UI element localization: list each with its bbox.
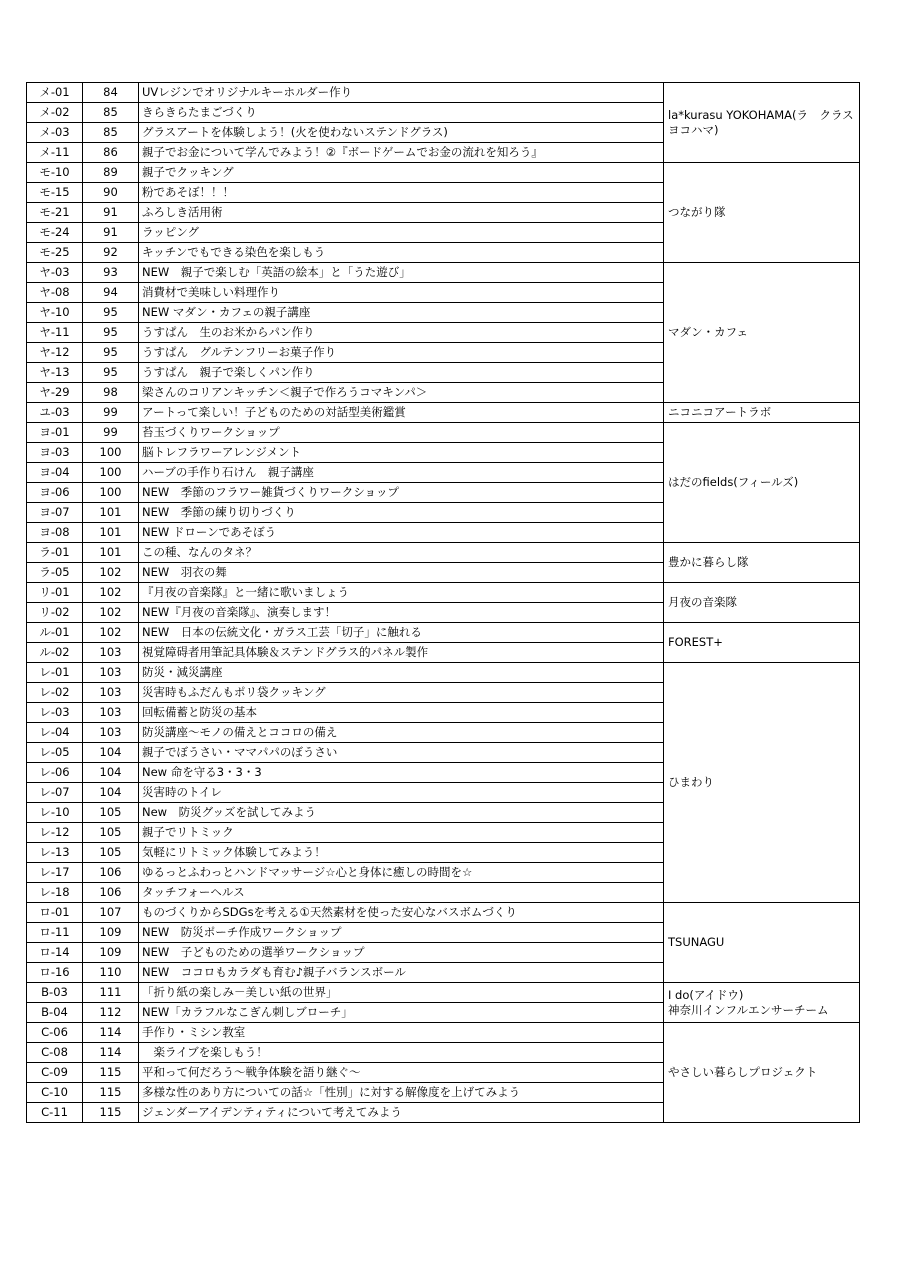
program-table-body <box>27 83 866 1123</box>
organizer-cell: ニコニコアートラボ <box>664 403 860 423</box>
page-number-cell: 102 <box>83 623 139 643</box>
program-title-cell: NEW 日本の伝統文化・ガラス工芸「切子」に触れる <box>139 623 664 643</box>
program-code-cell: リ-01 <box>27 583 83 603</box>
program-code-cell: モ-24 <box>27 223 83 243</box>
organizer-cell: はだのfields(フィールズ) <box>664 423 860 543</box>
organizer-cell: FOREST+ <box>664 623 860 663</box>
program-code-cell: メ-03 <box>27 123 83 143</box>
program-title-cell: New 命を守る3・3・3 <box>139 763 664 783</box>
program-code-cell: C-06 <box>27 1023 83 1043</box>
program-code-cell: メ-01 <box>27 83 83 103</box>
program-code-cell: ヨ-03 <box>27 443 83 463</box>
organizer-cell: つながり隊 <box>664 163 860 263</box>
program-code-cell: ヨ-06 <box>27 483 83 503</box>
program-title-cell: うすぱん 生のお米からパン作り <box>139 323 664 343</box>
page-number-cell: 101 <box>83 503 139 523</box>
program-title-cell: 脳トレフラワーアレンジメント <box>139 443 664 463</box>
program-title-cell: うすぱん 親子で楽しくパン作り <box>139 363 664 383</box>
page-number-cell: 100 <box>83 483 139 503</box>
table-row <box>27 903 860 923</box>
table-row <box>27 403 860 423</box>
page-number-cell: 102 <box>83 583 139 603</box>
program-title-cell: 苔玉づくりワークショップ <box>139 423 664 443</box>
program-title-cell: 視覚障碍者用筆記具体験＆ステンドグラス的パネル製作 <box>139 643 664 663</box>
program-code-cell: レ-04 <box>27 723 83 743</box>
program-title-cell: 親子でリトミック <box>139 823 664 843</box>
program-title-cell: NEW ココロもカラダも育む♪親子バランスボール <box>139 963 664 983</box>
page-number-cell: 94 <box>83 283 139 303</box>
program-title-cell: NEW「カラフルなこぎん刺しブローチ」 <box>139 1003 664 1023</box>
page-number-cell: 104 <box>83 743 139 763</box>
program-title-cell: ラッピング <box>139 223 664 243</box>
program-title-cell: 親子でクッキング <box>139 163 664 183</box>
program-title-cell: 災害時もふだんもポリ袋クッキング <box>139 683 664 703</box>
program-code-cell: ヤ-11 <box>27 323 83 343</box>
program-code-cell: ヤ-13 <box>27 363 83 383</box>
organizer-cell: la*kurasu YOKOHAMA(ラ クラス ヨコハマ) <box>664 83 860 163</box>
table-row <box>27 543 860 563</box>
program-title-cell: アートって楽しい！子どものための対話型美術鑑賞 <box>139 403 664 423</box>
program-title-cell: キッチンでもできる染色を楽しもう <box>139 243 664 263</box>
page-number-cell: 95 <box>83 323 139 343</box>
program-code-cell: レ-18 <box>27 883 83 903</box>
page-number-cell: 114 <box>83 1043 139 1063</box>
program-title-cell: NEW『月夜の音楽隊』、演奏します！ <box>139 603 664 623</box>
program-code-cell: ロ-01 <box>27 903 83 923</box>
table-row <box>27 623 860 643</box>
page-number-cell: 111 <box>83 983 139 1003</box>
program-title-cell: 「折り紙の楽しみ－美しい紙の世界」 <box>139 983 664 1003</box>
page-number-cell: 91 <box>83 203 139 223</box>
page-number-cell: 114 <box>83 1023 139 1043</box>
program-title-cell: 回転備蓄と防災の基本 <box>139 703 664 723</box>
organizer-cell: TSUNAGU <box>664 903 860 983</box>
program-code-cell: モ-21 <box>27 203 83 223</box>
program-title-cell: 粉であそぼ！！！ <box>139 183 664 203</box>
program-code-cell: B-03 <box>27 983 83 1003</box>
page-number-cell: 95 <box>83 363 139 383</box>
page-number-cell: 86 <box>83 143 139 163</box>
page-number-cell: 84 <box>83 83 139 103</box>
program-code-cell: モ-10 <box>27 163 83 183</box>
program-code-cell: ラ-05 <box>27 563 83 583</box>
program-code-cell: ロ-11 <box>27 923 83 943</box>
program-title-cell: 防災・減災講座 <box>139 663 664 683</box>
program-title-cell: NEW 季節のフラワー雑貨づくりワークショップ <box>139 483 664 503</box>
program-title-cell: 親子でぼうさい・ママパパのぼうさい <box>139 743 664 763</box>
program-code-cell: ロ-14 <box>27 943 83 963</box>
program-title-cell: 手作り・ミシン教室 <box>139 1023 664 1043</box>
program-title-cell: New 防災グッズを試してみよう <box>139 803 664 823</box>
page-number-cell: 95 <box>83 343 139 363</box>
program-code-cell: ヨ-01 <box>27 423 83 443</box>
program-title-cell: NEW 子どものための選挙ワークショップ <box>139 943 664 963</box>
program-title-cell: NEW 親子で楽しむ「英語の絵本」と「うた遊び」 <box>139 263 664 283</box>
program-title-cell: NEW 防災ポーチ作成ワークショップ <box>139 923 664 943</box>
table-row <box>27 663 860 683</box>
program-title-cell: ジェンダーアイデンティティについて考えてみよう <box>139 1103 664 1123</box>
program-title-cell: この種、なんのタネ？ <box>139 543 664 563</box>
program-title-cell: ものづくりからSDGsを考える①天然素材を使った安心なバスボムづくり <box>139 903 664 923</box>
program-code-cell: メ-11 <box>27 143 83 163</box>
program-title-cell: 『月夜の音楽隊』と一緒に歌いましょう <box>139 583 664 603</box>
page-number-cell: 101 <box>83 523 139 543</box>
program-code-cell: レ-05 <box>27 743 83 763</box>
page-number-cell: 103 <box>83 703 139 723</box>
page-number-cell: 99 <box>83 423 139 443</box>
program-title-cell: NEW 羽衣の舞 <box>139 563 664 583</box>
page-number-cell: 115 <box>83 1103 139 1123</box>
program-code-cell: レ-12 <box>27 823 83 843</box>
program-code-cell: レ-02 <box>27 683 83 703</box>
program-title-cell: UVレジンでオリジナルキーホルダー作り <box>139 83 664 103</box>
page-number-cell: 90 <box>83 183 139 203</box>
program-code-cell: レ-01 <box>27 663 83 683</box>
organizer-cell: 豊かに暮らし隊 <box>664 543 860 583</box>
program-code-cell: メ-02 <box>27 103 83 123</box>
page-number-cell: 104 <box>83 763 139 783</box>
program-code-cell: C-09 <box>27 1063 83 1083</box>
table-row <box>27 163 860 183</box>
program-code-cell: C-10 <box>27 1083 83 1103</box>
program-code-cell: ル-02 <box>27 643 83 663</box>
page-number-cell: 102 <box>83 563 139 583</box>
program-title-cell: 楽ライブを楽しもう！ <box>139 1043 664 1063</box>
program-code-cell: ヤ-03 <box>27 263 83 283</box>
page-number-cell: 89 <box>83 163 139 183</box>
program-title-cell: NEW 季節の練り切りづくり <box>139 503 664 523</box>
program-code-cell: ヤ-12 <box>27 343 83 363</box>
table-row <box>27 583 860 603</box>
program-code-cell: モ-25 <box>27 243 83 263</box>
program-title-cell: きらきらたまごづくり <box>139 103 664 123</box>
program-code-cell: ユ-03 <box>27 403 83 423</box>
program-title-cell: NEW マダン・カフェの親子講座 <box>139 303 664 323</box>
program-title-cell: うすぱん グルテンフリーお菓子作り <box>139 343 664 363</box>
table-row <box>27 423 860 443</box>
organizer-cell: やさしい暮らしプロジェクト <box>664 1023 860 1123</box>
program-code-cell: ヤ-08 <box>27 283 83 303</box>
page-number-cell: 100 <box>83 463 139 483</box>
program-title-cell: 防災講座～モノの備えとココロの備え <box>139 723 664 743</box>
program-code-cell: レ-13 <box>27 843 83 863</box>
program-title-cell: 災害時のトイレ <box>139 783 664 803</box>
program-title-cell: 梁さんのコリアンキッチン＜親子で作ろうコマキンパ＞ <box>139 383 664 403</box>
program-title-cell: 親子でお金について学んでみよう！②『ボードゲームでお金の流れを知ろう』 <box>139 143 664 163</box>
program-title-cell: ふろしき活用術 <box>139 203 664 223</box>
program-title-cell: NEW ドローンであそぼう <box>139 523 664 543</box>
program-title-cell: 消費材で美味しい料理作り <box>139 283 664 303</box>
program-code-cell: C-11 <box>27 1103 83 1123</box>
page-number-cell: 92 <box>83 243 139 263</box>
page-number-cell: 106 <box>83 863 139 883</box>
table-row <box>27 1023 860 1043</box>
program-code-cell: レ-10 <box>27 803 83 823</box>
program-code-cell: ヨ-04 <box>27 463 83 483</box>
page-number-cell: 99 <box>83 403 139 423</box>
page-number-cell: 93 <box>83 263 139 283</box>
program-code-cell: レ-03 <box>27 703 83 723</box>
program-title-cell: ハーブの手作り石けん 親子講座 <box>139 463 664 483</box>
page-number-cell: 109 <box>83 923 139 943</box>
program-code-cell: ヨ-07 <box>27 503 83 523</box>
program-code-cell: ル-01 <box>27 623 83 643</box>
table-row <box>27 263 860 283</box>
organizer-cell: ひまわり <box>664 663 860 903</box>
program-code-cell: モ-15 <box>27 183 83 203</box>
program-code-cell: レ-17 <box>27 863 83 883</box>
table-row <box>27 983 860 1003</box>
page-number-cell: 105 <box>83 803 139 823</box>
page-number-cell: 109 <box>83 943 139 963</box>
program-code-cell: ラ-01 <box>27 543 83 563</box>
page-number-cell: 110 <box>83 963 139 983</box>
page-number-cell: 105 <box>83 823 139 843</box>
program-title-cell: 平和って何だろう～戦争体験を語り継ぐ～ <box>139 1063 664 1083</box>
page-number-cell: 112 <box>83 1003 139 1023</box>
page-number-cell: 95 <box>83 303 139 323</box>
organizer-cell: 月夜の音楽隊 <box>664 583 860 623</box>
program-code-cell: ロ-16 <box>27 963 83 983</box>
page-number-cell: 115 <box>83 1063 139 1083</box>
page-number-cell: 85 <box>83 123 139 143</box>
program-title-cell: ゆるっとふわっとハンドマッサージ☆心と身体に癒しの時間を☆ <box>139 863 664 883</box>
page-number-cell: 115 <box>83 1083 139 1103</box>
page-number-cell: 103 <box>83 663 139 683</box>
page-number-cell: 103 <box>83 683 139 703</box>
table-row <box>27 83 860 103</box>
page-number-cell: 103 <box>83 643 139 663</box>
program-code-cell: C-08 <box>27 1043 83 1063</box>
page-number-cell: 100 <box>83 443 139 463</box>
page-number-cell: 103 <box>83 723 139 743</box>
program-code-cell: リ-02 <box>27 603 83 623</box>
page-number-cell: 101 <box>83 543 139 563</box>
page-number-cell: 98 <box>83 383 139 403</box>
program-title-cell: 気軽にリトミック体験してみよう！ <box>139 843 664 863</box>
page-number-cell: 106 <box>83 883 139 903</box>
organizer-cell: I do(アイドウ) 神奈川インフルエンサーチーム <box>664 983 860 1023</box>
page-number-cell: 104 <box>83 783 139 803</box>
program-code-cell: ヤ-29 <box>27 383 83 403</box>
page-number-cell: 102 <box>83 603 139 623</box>
page-number-cell: 107 <box>83 903 139 923</box>
program-title-cell: 多様な性のあり方についての話☆「性別」に対する解像度を上げてみよう <box>139 1083 664 1103</box>
program-title-cell: タッチフォーヘルス <box>139 883 664 903</box>
program-code-cell: B-04 <box>27 1003 83 1023</box>
page-number-cell: 91 <box>83 223 139 243</box>
program-code-cell: ヨ-08 <box>27 523 83 543</box>
program-code-cell: レ-06 <box>27 763 83 783</box>
page-number-cell: 105 <box>83 843 139 863</box>
program-code-cell: ヤ-10 <box>27 303 83 323</box>
program-table <box>26 82 866 1123</box>
organizer-cell: マダン・カフェ <box>664 263 860 403</box>
page-number-cell: 85 <box>83 103 139 123</box>
program-title-cell: グラスアートを体験しよう！(火を使わないステンドグラス) <box>139 123 664 143</box>
program-code-cell: レ-07 <box>27 783 83 803</box>
